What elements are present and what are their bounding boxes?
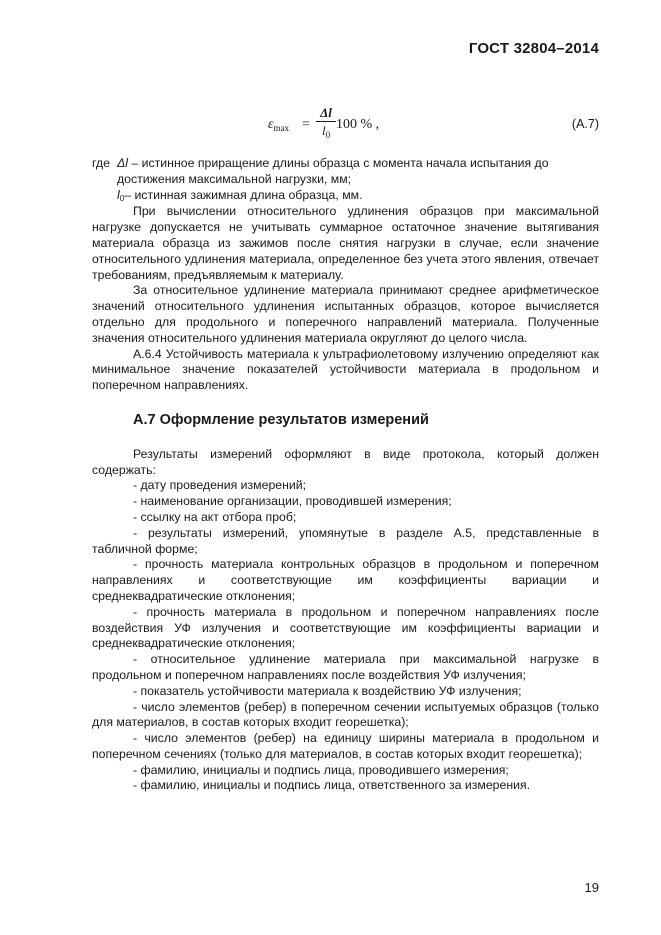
document-id: ГОСТ 32804–2014 — [468, 40, 599, 57]
list-item: - показатель устойчивости материала к воздействию УФ излучения; — [133, 683, 522, 698]
formula-fraction — [315, 104, 337, 141]
list-item: - дату проведения измерений; — [133, 478, 307, 493]
section-heading-a7: А.7 Оформление результатов измерений — [133, 411, 429, 428]
list-item: - наименование организации, проводившей измерения; — [133, 494, 452, 509]
page-number: 19 — [584, 880, 599, 895]
formula-a7 — [0, 104, 661, 148]
where-delta-continuation: достижения максимальной нагрузки, мм; — [117, 171, 352, 186]
list-item: - прочность материала в продольном и поперечном направлениях после воздействия УФ излучения и соответствующие им коэффициенты вариации и среднеквадратические отклонения; — [92, 604, 599, 651]
paragraph-elongation-average: За относительное удлинение материала принимают среднее арифметическое значений относительного удлинения испытанных образцов, которое вычисляется отдельно для продольного и поперечного направлений материала. Полученные значения относительного удлинения материала округляют до целого числа. — [92, 283, 599, 345]
where-l0: l0– истинная зажимная длина образца, мм. — [117, 187, 363, 203]
paragraph-a64: А.6.4 Устойчивость материала к ультрафиолетовому излучению определяют как минимальное значение показателей устойчивости материала в продольном и поперечном направлениях. — [92, 346, 599, 393]
list-item: - число элементов (ребер) в поперечном сечении испытуемых образцов (только для материалов, в состав которых входит георешетка); — [92, 699, 599, 730]
paragraph-elongation-note: При вычислении относительного удлинения образцов при максимальной нагрузке допускается не учитывать суммарное остаточное значение вытягивания материала образца из зажимов после снятия нагрузки в случае, если значение относительного удлинения материала, определенное без учета этого явления, отвечает требованиям, предъявляемым к материалу. — [92, 204, 599, 282]
formula-lhs: $\varepsilon_{max}$ — [268, 117, 290, 133]
list-item: - ссылку на акт отбора проб; — [133, 509, 297, 524]
page-body — [92, 156, 599, 794]
list-item: - результаты измерений, упомянутые в разделе А.5, представленные в табличной форме; — [92, 525, 599, 556]
list-item: - фамилию, инициалы и подпись лица, ответственного за измерения. — [133, 778, 531, 793]
list-item: - прочность материала контрольных образцов в продольном и поперечном направлениях и соответствующие им коэффициенты вариации и среднеквадратические отклонения; — [92, 557, 599, 603]
list-item: - относительное удлинение материала при максимальной нагрузке в продольном и поперечном направлениях после воздействия УФ излучения; — [92, 652, 599, 682]
formula-denominator: $l_0$ — [321, 123, 331, 140]
formula-equals: = — [302, 117, 310, 132]
where-delta-row — [92, 156, 599, 172]
where-delta: Δl – истинное приращение длины образца с момента начала испытания до — [117, 156, 549, 170]
formula-number: (A.7) — [571, 117, 599, 131]
formula-percent: 100 % , — [336, 117, 380, 132]
formula-numerator: Δl — [320, 105, 332, 120]
list-item: - фамилию, инициалы и подпись лица, проводившего измерения; — [133, 762, 509, 777]
list-item: - число элементов (ребер) на единицу ширины материала в продольном и поперечном сечениях (только для материалов, в состав которых входит георешетка); — [92, 731, 599, 761]
section-intro: Результаты измерений оформляют в виде протокола, который должен содержать: — [92, 446, 599, 477]
where-label: где — [92, 156, 110, 170]
